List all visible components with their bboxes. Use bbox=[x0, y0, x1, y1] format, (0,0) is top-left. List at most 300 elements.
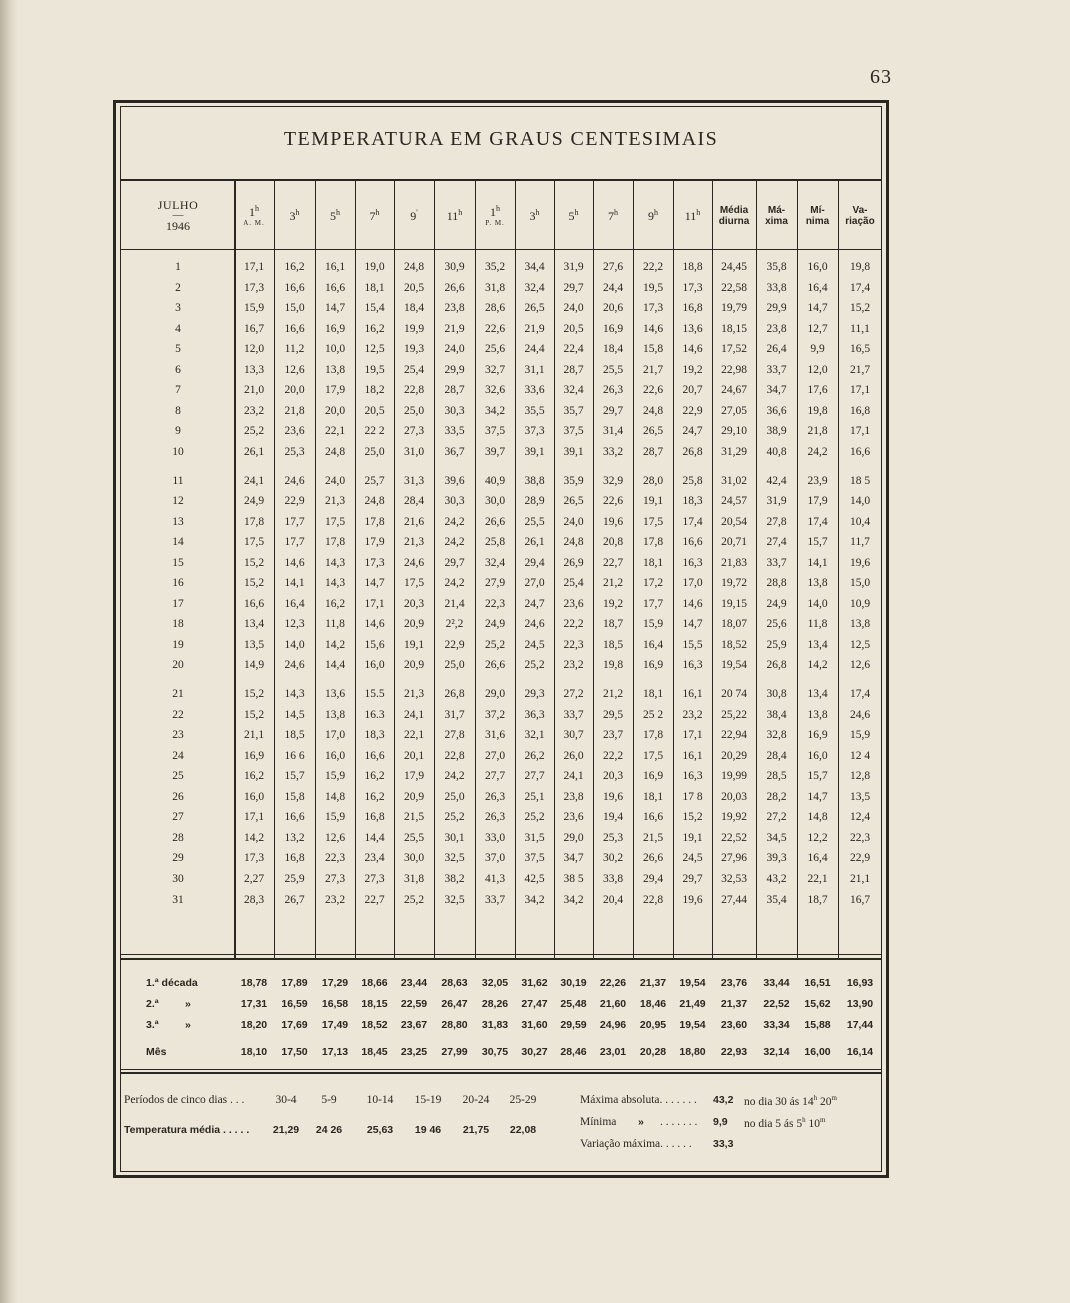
day-number: 20 bbox=[172, 659, 184, 672]
temperature-cell: 19,8 bbox=[602, 659, 624, 672]
temperature-cell: 19,3 bbox=[403, 343, 425, 356]
temperature-cell: 20,7 bbox=[682, 384, 703, 397]
temperature-cell: 22,9 bbox=[849, 852, 871, 865]
temperature-cell: 17,8 bbox=[364, 515, 385, 528]
stat-column-header bbox=[712, 185, 756, 247]
temperature-cell: 14,6 bbox=[642, 322, 664, 335]
temperature-cell: 27,9 bbox=[484, 577, 506, 590]
temperature-cell: 23,2 bbox=[324, 893, 346, 906]
temperature-cell: 31,02 bbox=[721, 474, 747, 487]
temperature-cell: 19,2 bbox=[602, 597, 624, 610]
temperature-cell: 35,5 bbox=[524, 404, 545, 417]
temperature-cell: 16,9 bbox=[243, 749, 265, 762]
temperature-cell: 28,4 bbox=[403, 495, 425, 508]
temperature-cell: 25,2 bbox=[524, 811, 545, 824]
temperature-cell: 37,0 bbox=[484, 852, 506, 865]
temperature-cell: 16,2 bbox=[284, 261, 305, 273]
temperature-cell: 16,6 bbox=[284, 281, 305, 294]
temperature-cell: 38,2 bbox=[444, 872, 465, 885]
temperature-cell: 17,9 bbox=[324, 384, 346, 397]
summary-value: 17,69 bbox=[281, 1019, 308, 1031]
day-row bbox=[0, 401, 1070, 421]
temperature-cell: 25,8 bbox=[484, 536, 506, 549]
temperature-cell: 16,8 bbox=[284, 852, 305, 865]
temperature-cell: 17,52 bbox=[721, 343, 747, 356]
temperature-cell: 14,0 bbox=[849, 495, 871, 508]
temperature-cell: 30,8 bbox=[766, 688, 787, 700]
temperature-cell: 25,1 bbox=[524, 790, 545, 803]
summary-value: 18,20 bbox=[240, 1019, 268, 1031]
hour-column-header bbox=[355, 185, 394, 247]
temperature-cell: 36,7 bbox=[444, 445, 465, 458]
temperature-cell: 17,9 bbox=[364, 536, 385, 549]
day-row bbox=[0, 339, 1070, 359]
hour-label: 7$^h$ bbox=[369, 207, 380, 223]
temperature-cell: 22,6 bbox=[602, 495, 624, 508]
temperature-cell: 30,2 bbox=[602, 852, 624, 865]
temperature-cell: 21,5 bbox=[403, 811, 425, 824]
period-range: 20-24 bbox=[462, 1094, 490, 1106]
summary-value: 30,75 bbox=[481, 1046, 509, 1058]
hour-label: 11$^h$ bbox=[684, 207, 701, 223]
temperature-cell: 23,2 bbox=[243, 404, 265, 417]
min-day-time: no dia 5 ás 5 bbox=[744, 1117, 803, 1130]
stat-header-line: Mí- bbox=[810, 205, 825, 216]
day-row bbox=[0, 573, 1070, 593]
temperature-cell: 20,54 bbox=[721, 515, 747, 528]
temperature-cell: 18 5 bbox=[849, 474, 871, 487]
temperature-cell: 28,4 bbox=[766, 749, 787, 762]
period-mean: 25,63 bbox=[366, 1124, 394, 1136]
day-row bbox=[0, 512, 1070, 532]
temperature-cell: 17,7 bbox=[284, 536, 305, 549]
temperature-cell: 15,2 bbox=[243, 708, 265, 721]
temperature-cell: 22,9 bbox=[284, 495, 305, 508]
periods-label: Períodos de cinco dias . . . bbox=[124, 1094, 245, 1106]
temperature-cell: 17,3 bbox=[682, 281, 703, 294]
max-abs-value: 43,2 bbox=[713, 1094, 734, 1106]
temperature-cell: 22,6 bbox=[484, 322, 506, 335]
month-header bbox=[122, 185, 234, 247]
summary-value: 26,47 bbox=[441, 998, 468, 1010]
temperature-cell: 17,7 bbox=[284, 515, 305, 528]
temperature-cell: 27,96 bbox=[721, 852, 747, 865]
temperature-cell: 24,5 bbox=[682, 852, 703, 865]
temperature-cell: 29,7 bbox=[602, 404, 624, 417]
temperature-cell: 28,5 bbox=[766, 770, 787, 783]
temperature-cell: 28,7 bbox=[444, 384, 465, 397]
summary-value: 30,19 bbox=[560, 977, 587, 989]
temperature-cell: 17,8 bbox=[243, 515, 265, 528]
temperature-cell: 15,9 bbox=[324, 811, 346, 824]
temperature-cell: 17,7 bbox=[642, 597, 664, 610]
temperature-cell: 26,3 bbox=[484, 811, 506, 824]
temperature-cell: 16,6 bbox=[284, 322, 305, 335]
day-number: 29 bbox=[172, 852, 184, 865]
temperature-cell: 25,6 bbox=[766, 618, 787, 631]
temperature-cell: 37,5 bbox=[484, 425, 506, 438]
summary-value: 16,00 bbox=[804, 1046, 831, 1058]
temperature-cell: 18,7 bbox=[602, 618, 624, 631]
day-row bbox=[0, 746, 1070, 766]
day-number: 17 bbox=[172, 597, 184, 610]
temperature-cell: 25,3 bbox=[284, 445, 305, 458]
temperature-cell: 25,6 bbox=[484, 343, 506, 356]
temperature-cell: 20,8 bbox=[602, 536, 624, 549]
temperature-cell: 32,7 bbox=[484, 363, 506, 376]
temperature-cell: 20,4 bbox=[602, 893, 624, 906]
temperature-cell: 35,7 bbox=[563, 404, 584, 417]
day-row bbox=[0, 614, 1070, 634]
day-number: 27 bbox=[172, 811, 184, 824]
summary-bottom-rule bbox=[120, 1069, 882, 1070]
temperature-cell: 19,6 bbox=[602, 515, 624, 528]
temperature-cell: 20,3 bbox=[403, 597, 425, 610]
temperature-cell: 24,2 bbox=[444, 577, 465, 590]
temperature-cell: 31,5 bbox=[524, 831, 545, 844]
temperature-cell: 42,4 bbox=[766, 474, 787, 487]
temperature-cell: 24,1 bbox=[243, 474, 265, 487]
temperature-cell: 19,2 bbox=[682, 363, 703, 376]
temperature-cell: 15,8 bbox=[284, 790, 305, 803]
temperature-cell: 22,9 bbox=[444, 638, 465, 651]
day-number: 21 bbox=[172, 688, 184, 700]
temperature-cell: 17,5 bbox=[642, 515, 664, 528]
temperature-cell: 17,6 bbox=[807, 384, 828, 397]
temperature-cell: 18,15 bbox=[721, 322, 747, 335]
summary-value: 18,15 bbox=[361, 998, 388, 1010]
temperature-cell: 17,5 bbox=[642, 749, 664, 762]
summary-value: 15,88 bbox=[804, 1019, 831, 1031]
temperature-cell: 32,5 bbox=[444, 893, 465, 906]
day-number: 28 bbox=[172, 831, 184, 844]
temperature-cell: 17,0 bbox=[324, 729, 346, 742]
temperature-cell: 26,6 bbox=[642, 852, 664, 865]
temperature-cell: 31,3 bbox=[403, 474, 425, 487]
summary-value: 29,59 bbox=[560, 1019, 587, 1031]
temperature-cell: 19,6 bbox=[682, 893, 703, 906]
temperature-cell: 31,8 bbox=[403, 872, 425, 885]
temperature-cell: 22,3 bbox=[484, 597, 506, 610]
summary-value: 32,14 bbox=[763, 1046, 790, 1058]
temperature-cell: 29,4 bbox=[642, 872, 664, 885]
page-number: 63 bbox=[870, 66, 892, 88]
temperature-cell: 14,0 bbox=[284, 638, 305, 651]
temperature-cell: 21,3 bbox=[403, 536, 425, 549]
temperature-cell: 14,7 bbox=[807, 790, 828, 803]
temperature-cell: 27,3 bbox=[403, 425, 425, 438]
temperature-cell: 21,4 bbox=[444, 597, 465, 610]
temperature-cell: 17,1 bbox=[849, 384, 871, 397]
temperature-cell: 21,3 bbox=[324, 495, 346, 508]
summary-value: 33,44 bbox=[763, 977, 790, 989]
temperature-cell: 35,9 bbox=[563, 474, 584, 487]
temperature-cell: 14,0 bbox=[807, 597, 828, 610]
temperature-cell: 21,7 bbox=[642, 363, 664, 376]
temperature-cell: 16,4 bbox=[284, 597, 305, 610]
temperature-cell: 26,6 bbox=[444, 281, 465, 294]
temperature-cell: 16,8 bbox=[682, 302, 703, 315]
hour-label: 5$^h$ bbox=[568, 207, 579, 223]
temperature-cell: 17,8 bbox=[642, 536, 664, 549]
temperature-cell: 16,0 bbox=[807, 261, 828, 273]
temperature-cell: 17,4 bbox=[807, 515, 828, 528]
temperature-cell: 20,9 bbox=[403, 618, 425, 631]
temperature-cell: 38,4 bbox=[766, 708, 787, 721]
day-row bbox=[0, 684, 1070, 704]
summary-value: 28,80 bbox=[441, 1019, 468, 1031]
temperature-cell: 20 74 bbox=[721, 688, 747, 700]
summary-value: 23,25 bbox=[400, 1046, 428, 1058]
temperature-cell: 13,2 bbox=[284, 831, 305, 844]
day-row bbox=[0, 442, 1070, 462]
temperature-cell: 34,2 bbox=[563, 893, 584, 906]
temperature-cell: 16,3 bbox=[682, 659, 703, 672]
summary-value: 28,63 bbox=[441, 977, 468, 989]
temperature-cell: 16,0 bbox=[324, 749, 346, 762]
temperature-cell: 16,1 bbox=[682, 749, 703, 762]
stat-header-line: nima bbox=[805, 216, 830, 227]
temperature-cell: 16,6 bbox=[642, 811, 664, 824]
stat-header-line: xima bbox=[765, 216, 788, 227]
temperature-cell: 33,8 bbox=[602, 872, 624, 885]
temperature-cell: 14,7 bbox=[324, 302, 346, 315]
temperature-cell: 24,0 bbox=[563, 515, 584, 528]
temperature-cell: 21,1 bbox=[243, 729, 265, 742]
temperature-cell: 26,5 bbox=[524, 302, 545, 315]
temperature-cell: 33,0 bbox=[484, 831, 506, 844]
temperature-cell: 14,1 bbox=[807, 556, 828, 569]
temperature-cell: 13,8 bbox=[807, 577, 828, 590]
temperature-cell: 15,7 bbox=[807, 770, 828, 783]
day-row bbox=[0, 635, 1070, 655]
day-number: 30 bbox=[172, 872, 184, 885]
hour-column-header bbox=[515, 185, 554, 247]
summary-label-text: 1.ª década bbox=[146, 977, 198, 989]
temperature-cell: 18,4 bbox=[602, 343, 624, 356]
temperature-cell: 19,79 bbox=[721, 302, 747, 315]
temperature-cell: 37,2 bbox=[484, 708, 506, 721]
temperature-cell: 16,6 bbox=[243, 597, 265, 610]
min-label: Mínima bbox=[580, 1116, 617, 1128]
temperature-cell: 30,1 bbox=[444, 831, 465, 844]
hour-column-header bbox=[673, 185, 712, 247]
hour-label: 3$^h$ bbox=[289, 207, 300, 223]
hour-column-header bbox=[315, 185, 355, 247]
temperature-cell: 27,8 bbox=[766, 515, 787, 528]
decade-summary-row bbox=[0, 994, 1070, 1014]
month-label: JULHO bbox=[157, 197, 199, 212]
temperature-cell: 29,4 bbox=[524, 556, 545, 569]
temperature-cell: 17,4 bbox=[682, 515, 703, 528]
temperature-cell: 41,3 bbox=[484, 872, 506, 885]
temperature-cell: 12,5 bbox=[364, 343, 385, 356]
temperature-cell: 27,05 bbox=[721, 404, 747, 417]
temperature-cell: 34,4 bbox=[524, 261, 545, 273]
temperature-cell: 11,8 bbox=[325, 618, 345, 631]
temperature-cell: 21,7 bbox=[849, 363, 871, 376]
day-row bbox=[0, 725, 1070, 745]
stat-header-line: riação bbox=[845, 216, 875, 227]
temperature-cell: 19,1 bbox=[642, 495, 664, 508]
temperature-cell: 15,8 bbox=[642, 343, 664, 356]
temperature-cell: 22,7 bbox=[602, 556, 624, 569]
temperature-cell: 34,7 bbox=[563, 852, 584, 865]
temperature-cell: 23,9 bbox=[807, 474, 828, 487]
temperature-cell: 25,2 bbox=[403, 893, 425, 906]
period-range: 30-4 bbox=[275, 1094, 297, 1106]
temperature-cell: 34,7 bbox=[766, 384, 787, 397]
temperature-cell: 17,5 bbox=[403, 577, 425, 590]
summary-value: 23,44 bbox=[400, 977, 428, 989]
temperature-cell: 30,3 bbox=[444, 495, 465, 508]
temperature-cell: 25,5 bbox=[403, 831, 425, 844]
temperature-cell: 13,5 bbox=[243, 638, 265, 651]
stat-column-header bbox=[797, 185, 838, 247]
temperature-cell: 23,8 bbox=[444, 302, 465, 315]
temperature-cell: 22,6 bbox=[642, 384, 664, 397]
temperature-cell: 18,1 bbox=[642, 556, 664, 569]
temperature-cell: 30,7 bbox=[563, 729, 584, 742]
summary-value: 13,90 bbox=[846, 998, 874, 1010]
temperature-cell: 14,8 bbox=[807, 811, 828, 824]
day-row bbox=[0, 491, 1070, 511]
temperature-cell: 14,4 bbox=[364, 831, 385, 844]
temperature-cell: 33,6 bbox=[524, 384, 545, 397]
summary-value: 16,93 bbox=[846, 977, 874, 989]
temperature-cell: 33,7 bbox=[484, 893, 506, 906]
period-range: 5-9 bbox=[321, 1094, 337, 1106]
hour-label: 1$^h$ bbox=[249, 203, 259, 219]
temperature-cell: 27,2 bbox=[563, 688, 584, 700]
temperature-cell: 13,8 bbox=[324, 363, 346, 376]
temperature-cell: 2,27 bbox=[243, 872, 265, 885]
hour-label: 5$^h$ bbox=[330, 207, 340, 223]
hour-unit: h bbox=[696, 207, 701, 217]
temperature-cell: 27,7 bbox=[524, 770, 545, 783]
temperature-cell: 25,5 bbox=[524, 515, 545, 528]
day-number: 4 bbox=[175, 322, 181, 335]
temperature-cell: 12,6 bbox=[324, 831, 346, 844]
temperature-cell: 28,9 bbox=[524, 495, 545, 508]
temperature-cell: 14,6 bbox=[284, 556, 305, 569]
temperature-cell: 16,6 bbox=[682, 536, 703, 549]
day-number: 11 bbox=[172, 474, 184, 487]
summary-value: 31,62 bbox=[521, 977, 548, 989]
summary-value: 23,01 bbox=[599, 1046, 627, 1058]
hour-column-header bbox=[633, 185, 673, 247]
stat-header-line: Média bbox=[719, 205, 749, 216]
temperature-cell: 24,2 bbox=[444, 770, 465, 783]
day-row bbox=[0, 890, 1070, 910]
temperature-cell: 23,8 bbox=[563, 790, 584, 803]
day-number: 2 bbox=[175, 281, 181, 294]
summary-value: 19,54 bbox=[679, 1019, 706, 1031]
temperature-cell: 15,9 bbox=[243, 302, 265, 315]
temperature-cell: 28,6 bbox=[484, 302, 506, 315]
summary-value: 21,60 bbox=[599, 998, 627, 1010]
day-row bbox=[0, 766, 1070, 786]
temperature-cell: 19,0 bbox=[364, 261, 385, 273]
stat-column-header bbox=[756, 185, 797, 247]
temperature-cell: 23,6 bbox=[563, 597, 584, 610]
temperature-cell: 26,4 bbox=[766, 343, 787, 356]
temperature-cell: 19,92 bbox=[721, 811, 747, 824]
temperature-cell: 18,1 bbox=[642, 688, 664, 700]
day-row bbox=[0, 380, 1070, 400]
temperature-cell: 24,4 bbox=[602, 281, 624, 294]
temperature-cell: 16,9 bbox=[324, 322, 346, 335]
temperature-cell: 24,0 bbox=[324, 474, 346, 487]
temperature-cell: 16,4 bbox=[807, 852, 828, 865]
day-number: 5 bbox=[175, 343, 181, 356]
temperature-cell: 16,0 bbox=[243, 790, 265, 803]
day-number: 1 bbox=[175, 261, 181, 273]
variation-label: Variação máxima. . . . . . bbox=[580, 1138, 692, 1150]
temperature-cell: 10,9 bbox=[849, 597, 871, 610]
temperature-cell: 34,2 bbox=[484, 404, 506, 417]
temperature-cell: 16,9 bbox=[642, 770, 664, 783]
temperature-cell: 24,2 bbox=[444, 515, 465, 528]
temperature-cell: 26,8 bbox=[682, 445, 703, 458]
temperature-cell: 27,3 bbox=[324, 872, 346, 885]
temperature-cell: 16,0 bbox=[807, 749, 828, 762]
temperature-cell: 15,0 bbox=[284, 302, 305, 315]
temperature-cell: 25,22 bbox=[721, 708, 747, 721]
ditto-mark: » bbox=[185, 998, 191, 1010]
period-mean: 22,08 bbox=[509, 1124, 537, 1136]
temperature-cell: 27,6 bbox=[602, 261, 624, 273]
temperature-cell: 18,5 bbox=[602, 638, 624, 651]
temperature-cell: 33,8 bbox=[766, 281, 787, 294]
temperature-cell: 28,7 bbox=[563, 363, 584, 376]
hour-unit: h bbox=[535, 207, 540, 217]
temperature-cell: 19,5 bbox=[642, 281, 664, 294]
stat-header-line: Má- bbox=[767, 205, 786, 216]
summary-value: 17,31 bbox=[240, 998, 268, 1010]
hour-unit: ' bbox=[416, 207, 418, 217]
temperature-cell: 20,03 bbox=[721, 790, 747, 803]
temperature-cell: 25,4 bbox=[563, 577, 584, 590]
temperature-cell: 18,07 bbox=[721, 618, 747, 631]
period-range: 15-19 bbox=[414, 1094, 442, 1106]
temperature-cell: 29,0 bbox=[484, 688, 506, 700]
temperature-cell: 15,9 bbox=[849, 729, 871, 742]
summary-value: 18,52 bbox=[361, 1019, 388, 1031]
temperature-cell: 25,9 bbox=[766, 638, 787, 651]
summary-value: 17,13 bbox=[321, 1046, 349, 1058]
temperature-cell: 27,4 bbox=[766, 536, 787, 549]
temperature-cell: 14,6 bbox=[682, 343, 703, 356]
summary-value: 24,96 bbox=[599, 1019, 627, 1031]
temperature-cell: 28,3 bbox=[243, 893, 265, 906]
hour-unit: h bbox=[614, 207, 618, 217]
temperature-cell: 17,8 bbox=[642, 729, 664, 742]
footer-top-rule bbox=[120, 1072, 882, 1074]
temperature-cell: 31,29 bbox=[721, 445, 747, 458]
temperature-cell: 21,2 bbox=[602, 688, 624, 700]
day-row bbox=[0, 278, 1070, 298]
temperature-cell: 29,0 bbox=[563, 831, 584, 844]
temperature-cell: 24,8 bbox=[403, 261, 425, 273]
hour-unit: h bbox=[336, 207, 340, 217]
temperature-cell: 20,5 bbox=[364, 404, 385, 417]
temperature-cell: 12,8 bbox=[849, 770, 871, 783]
temperature-cell: 15,9 bbox=[642, 618, 664, 631]
temperature-cell: 22,58 bbox=[721, 281, 747, 294]
summary-value: 16,14 bbox=[846, 1046, 874, 1058]
temperature-cell: 19,1 bbox=[682, 831, 703, 844]
